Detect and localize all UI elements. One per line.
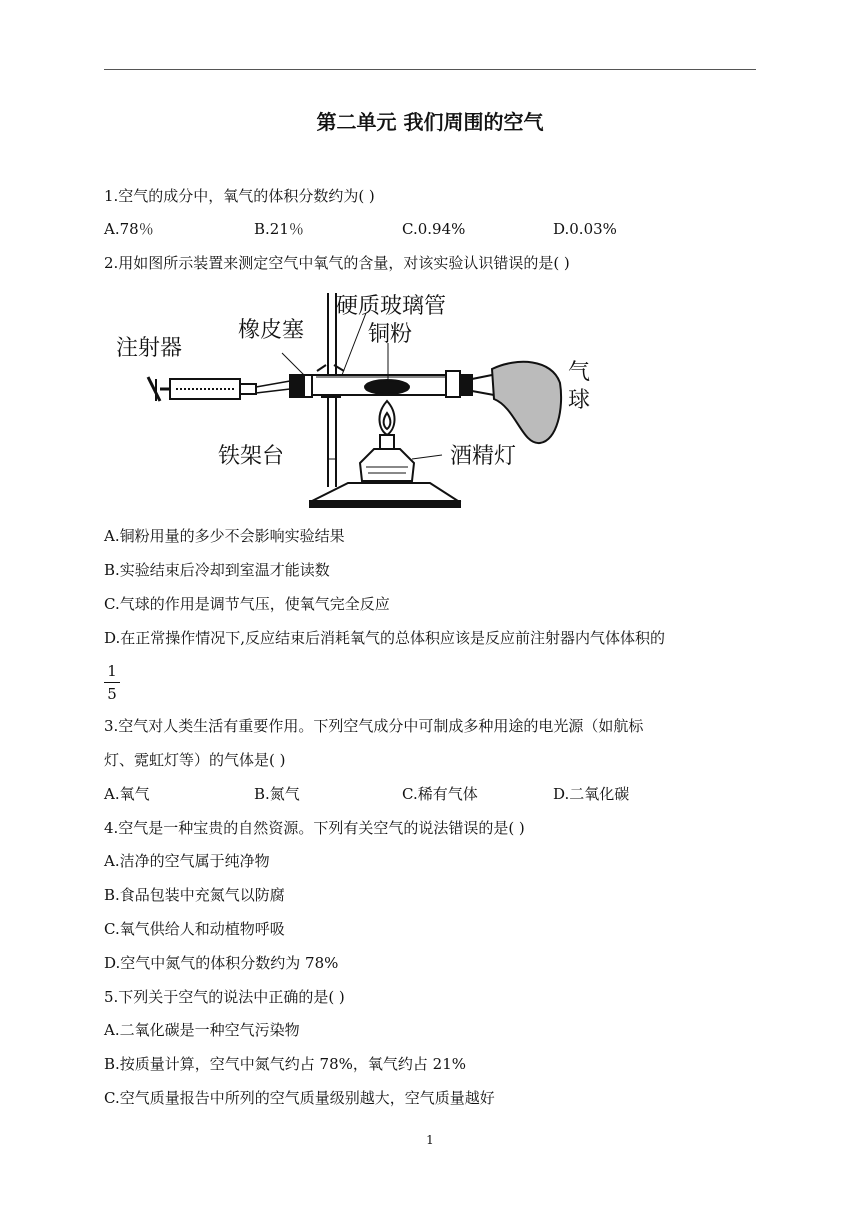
q4-option-a: A.洁净的空气属于纯净物 <box>104 852 270 870</box>
label-stopper: 橡皮塞 <box>238 318 305 343</box>
label-balloon-2: 球 <box>568 388 591 413</box>
q5-stem: 5.下列关于空气的说法中正确的是( ) <box>104 988 345 1006</box>
q5-option-a: A.二氧化碳是一种空气污染物 <box>104 1021 300 1039</box>
q3-stem-line2: 灯、霓虹灯等）的气体是( ) <box>104 751 286 769</box>
label-stand: 铁架台 <box>218 444 285 469</box>
q2-option-c: C.气球的作用是调节气压，使氧气完全反应 <box>104 595 390 613</box>
fraction-denominator: 5 <box>107 685 117 703</box>
label-syringe: 注射器 <box>116 336 183 361</box>
q1-option-b: B.21％ <box>254 220 304 238</box>
q1-option-d: D.0.03% <box>553 220 617 238</box>
q3-option-b: B.氮气 <box>254 785 300 803</box>
q1-option-c: C.0.94% <box>402 220 466 238</box>
label-glass-tube: 硬质玻璃管 <box>336 294 447 319</box>
apparatus-figure <box>112 283 612 515</box>
label-lamp: 酒精灯 <box>450 444 517 469</box>
q4-option-c: C.氧气供给人和动植物呼吸 <box>104 920 285 938</box>
fraction-numerator: 1 <box>107 662 117 680</box>
q4-option-d: D.空气中氮气的体积分数约为 78% <box>104 954 339 972</box>
page-number: 1 <box>426 1133 434 1147</box>
q5-option-c: C.空气质量报告中所列的空气质量级别越大，空气质量越好 <box>104 1089 495 1107</box>
q4-option-b: B.食品包装中充氮气以防腐 <box>104 886 285 904</box>
q2-option-b: B.实验结束后冷却到室温才能读数 <box>104 561 330 579</box>
q1-stem: 1.空气的成分中，氧气的体积分数约为( ) <box>104 187 375 205</box>
q3-option-a: A.氧气 <box>104 785 150 803</box>
q2-stem: 2.用如图所示装置来测定空气中氧气的含量，对该实验认识错误的是( ) <box>104 254 570 272</box>
q5-option-b: B.按质量计算，空气中氮气约占 78%，氧气约占 21% <box>104 1055 467 1073</box>
q3-option-c: C.稀有气体 <box>402 785 478 803</box>
fraction-one-fifth <box>104 662 120 703</box>
q2-option-a: A.铜粉用量的多少不会影响实验结果 <box>104 527 345 545</box>
q3-stem-line1: 3.空气对人类生活有重要作用。下列空气成分中可制成多种用途的电光源（如航标 <box>104 717 644 735</box>
page-title: 第二单元 我们周围的空气 <box>316 110 544 134</box>
fraction-bar <box>104 682 120 683</box>
q2-option-d: D.在正常操作情况下,反应结束后消耗氧气的总体积应该是反应前注射器内气体体积的 <box>104 629 666 647</box>
q1-option-a: A.78％ <box>104 220 154 238</box>
q4-stem: 4.空气是一种宝贵的自然资源。下列有关空气的说法错误的是( ) <box>104 819 525 837</box>
label-copper: 铜粉 <box>368 322 413 347</box>
q3-option-d: D.二氧化碳 <box>553 785 630 803</box>
label-balloon-1: 气 <box>568 360 591 385</box>
header-rule <box>104 69 756 70</box>
